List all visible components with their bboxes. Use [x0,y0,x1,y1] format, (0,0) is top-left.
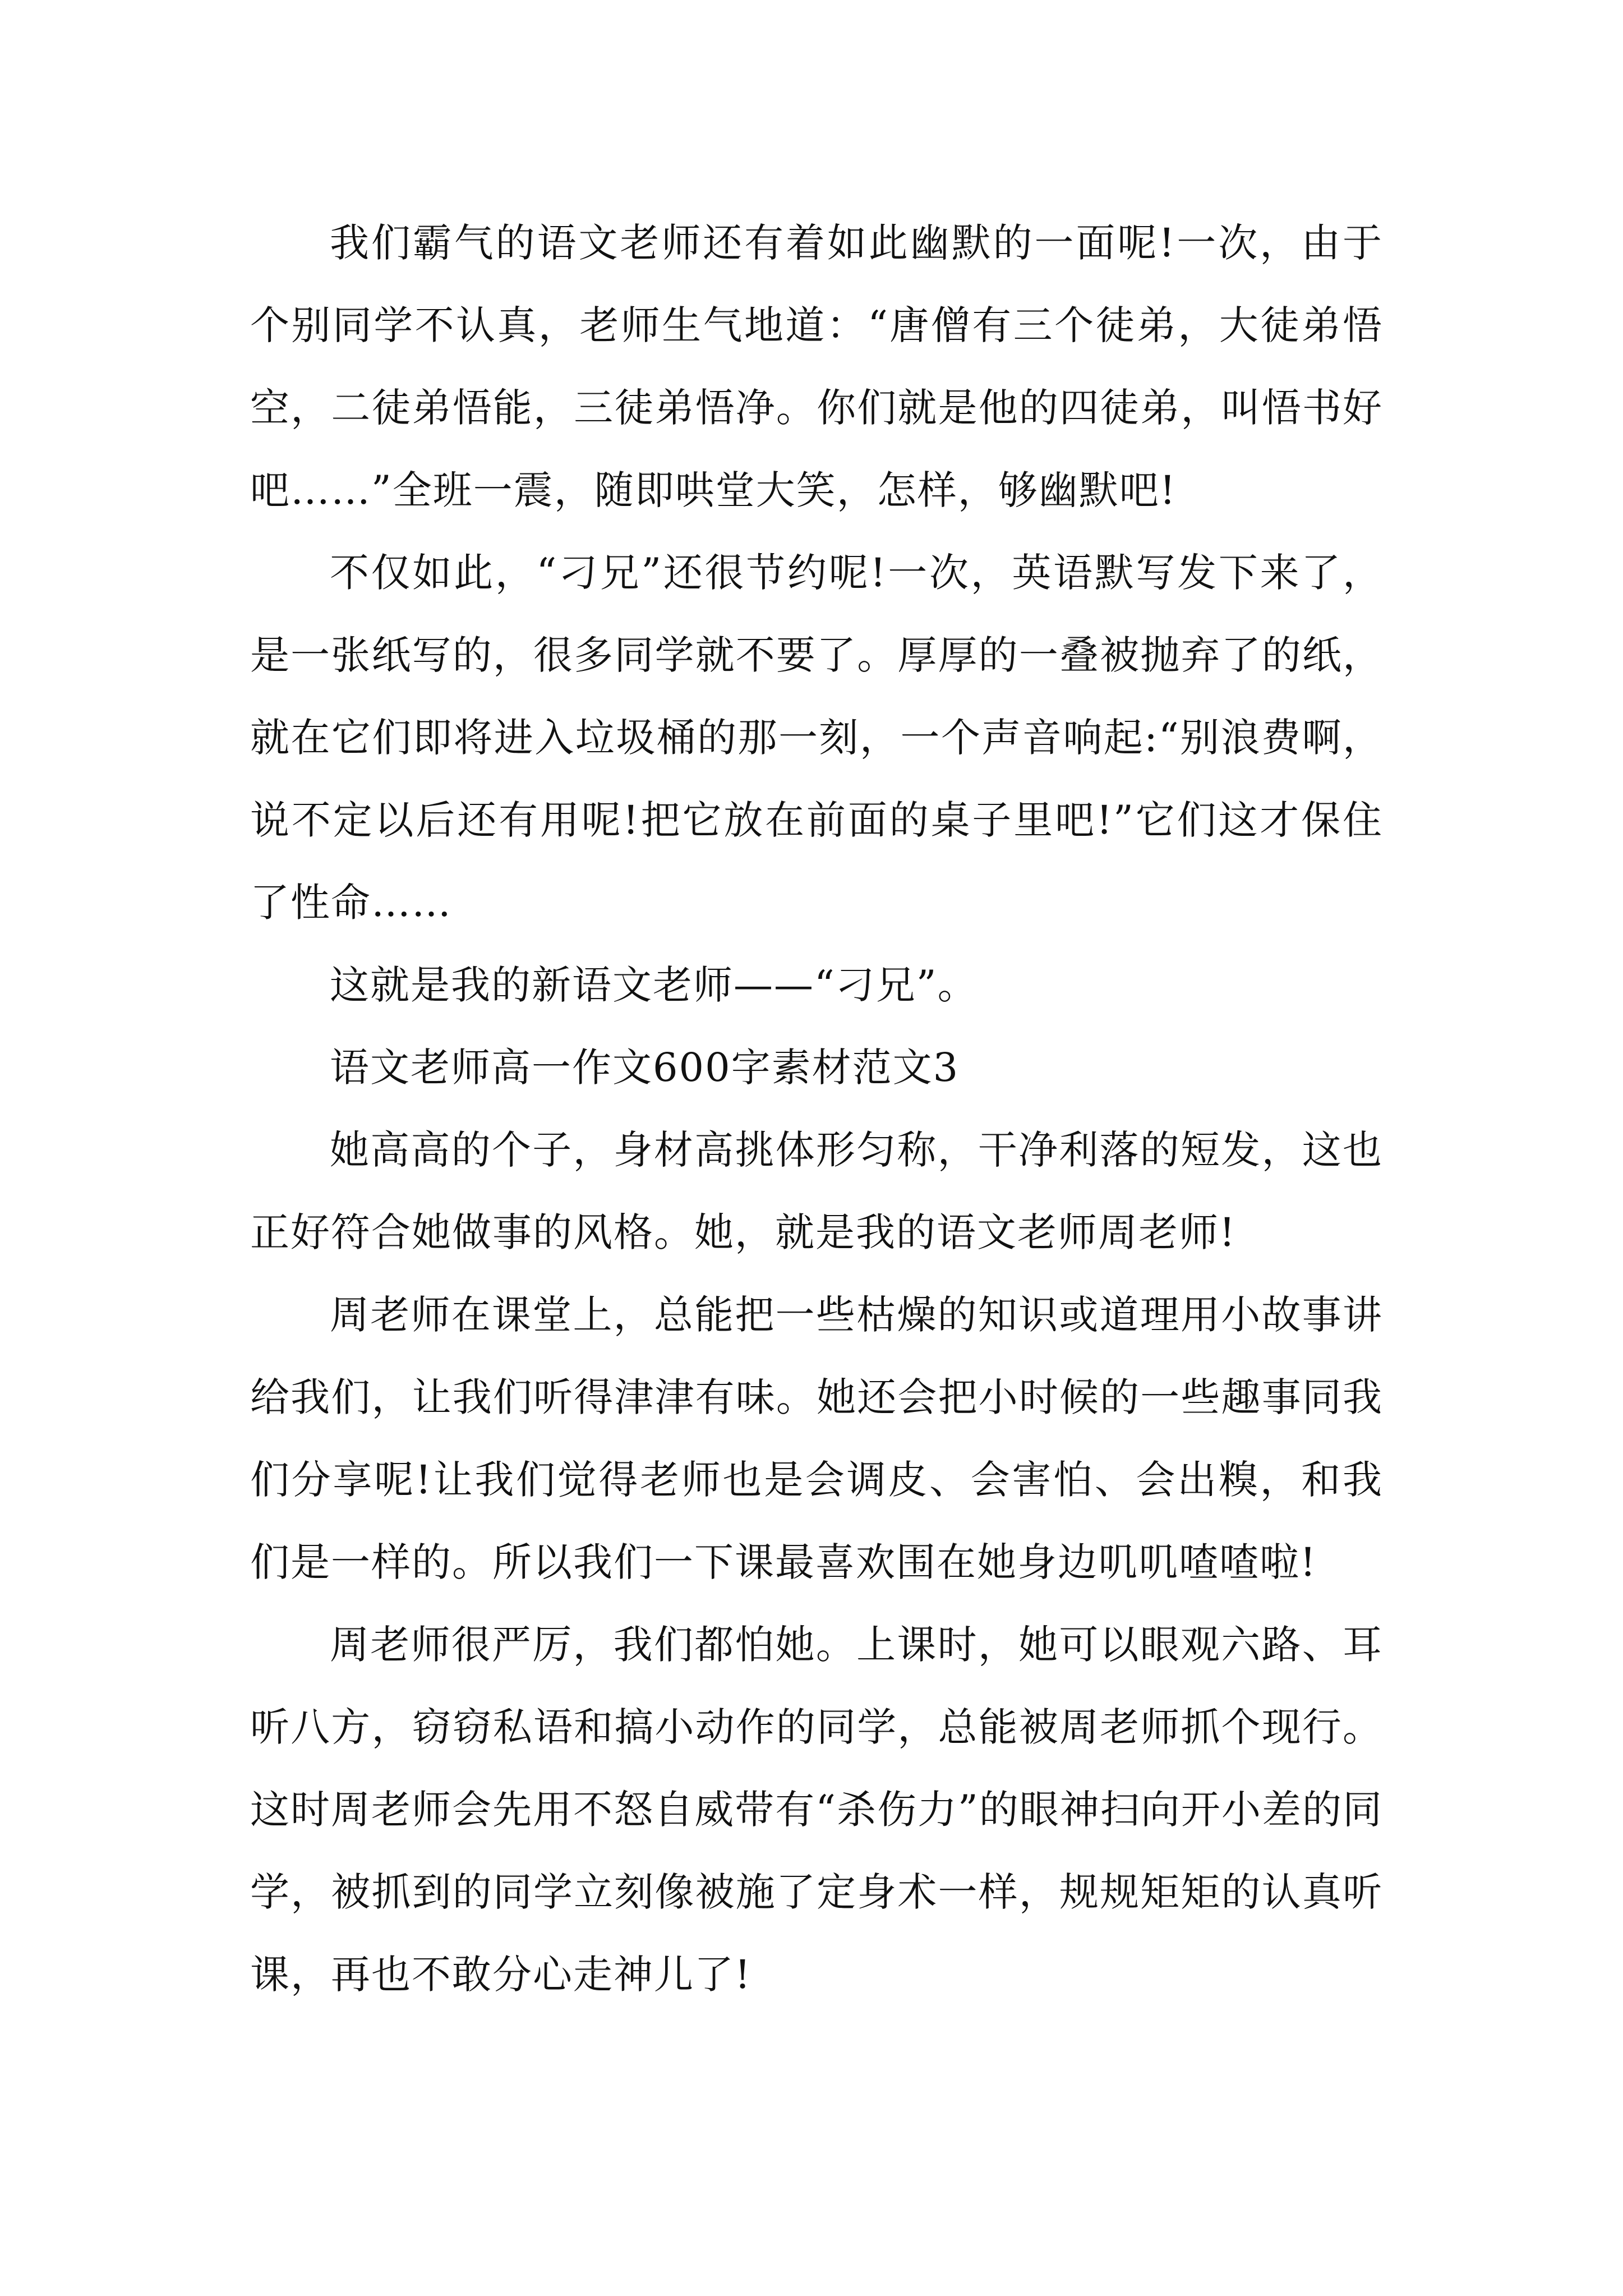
paragraph-thrift: 不仅如此，“刁兄”还很节约呢!一次，英语默写发下来了，是一张纸写的，很多同学就不要了。厚厚的一叠被抛弃了的纸，就在它们即将进入垃圾桶的那一刻，一个声音响起:“别浪费啊，说不定以后还有用呢!把它放在前面的桌子里吧!”它们这才保住了性命…… [250,550,1383,926]
paragraph-conclusion: 这就是我的新语文老师——“刁兄”。 [330,962,978,1008]
section-heading: 语文老师高一作文600字素材范文3 [330,1045,960,1091]
paragraph-strict: 周老师很严厉，我们都怕她。上课时，她可以眼观六路、耳听八方，窃窃私语和搞小动作的同学，总能被周老师抓个现行。这时周老师会先用不怒自威带有“杀伤力”的眼神扫向开小差的同学，被抓到的同学立刻像被施了定身术一样，规规矩矩的认真听课，再也不敢分心走神儿了! [250,1622,1383,1998]
paragraph-humor: 我们霸气的语文老师还有着如此幽默的一面呢!一次，由于个别同学不认真，老师生气地道：“唐僧有三个徒弟，大徒弟悟空，二徒弟悟能，三徒弟悟净。你们就是他的四徒弟，叫悟书好吧……”全班一震，随即哄堂大笑，怎样，够幽默吧! [250,220,1383,513]
paragraph-appearance: 她高高的个子，身材高挑体形匀称，干净利落的短发，这也正好符合她做事的风格。她，就是我的语文老师周老师! [250,1127,1383,1255]
paragraph-classroom: 周老师在课堂上，总能把一些枯燥的知识或道理用小故事讲给我们，让我们听得津津有味。她还会把小时候的一些趣事同我们分享呢!让我们觉得老师也是会调皮、会害怕、会出糗，和我们是一样的。所以我们一下课最喜欢围在她身边叽叽喳喳啦! [250,1292,1383,1585]
document-body [250,202,1383,2016]
